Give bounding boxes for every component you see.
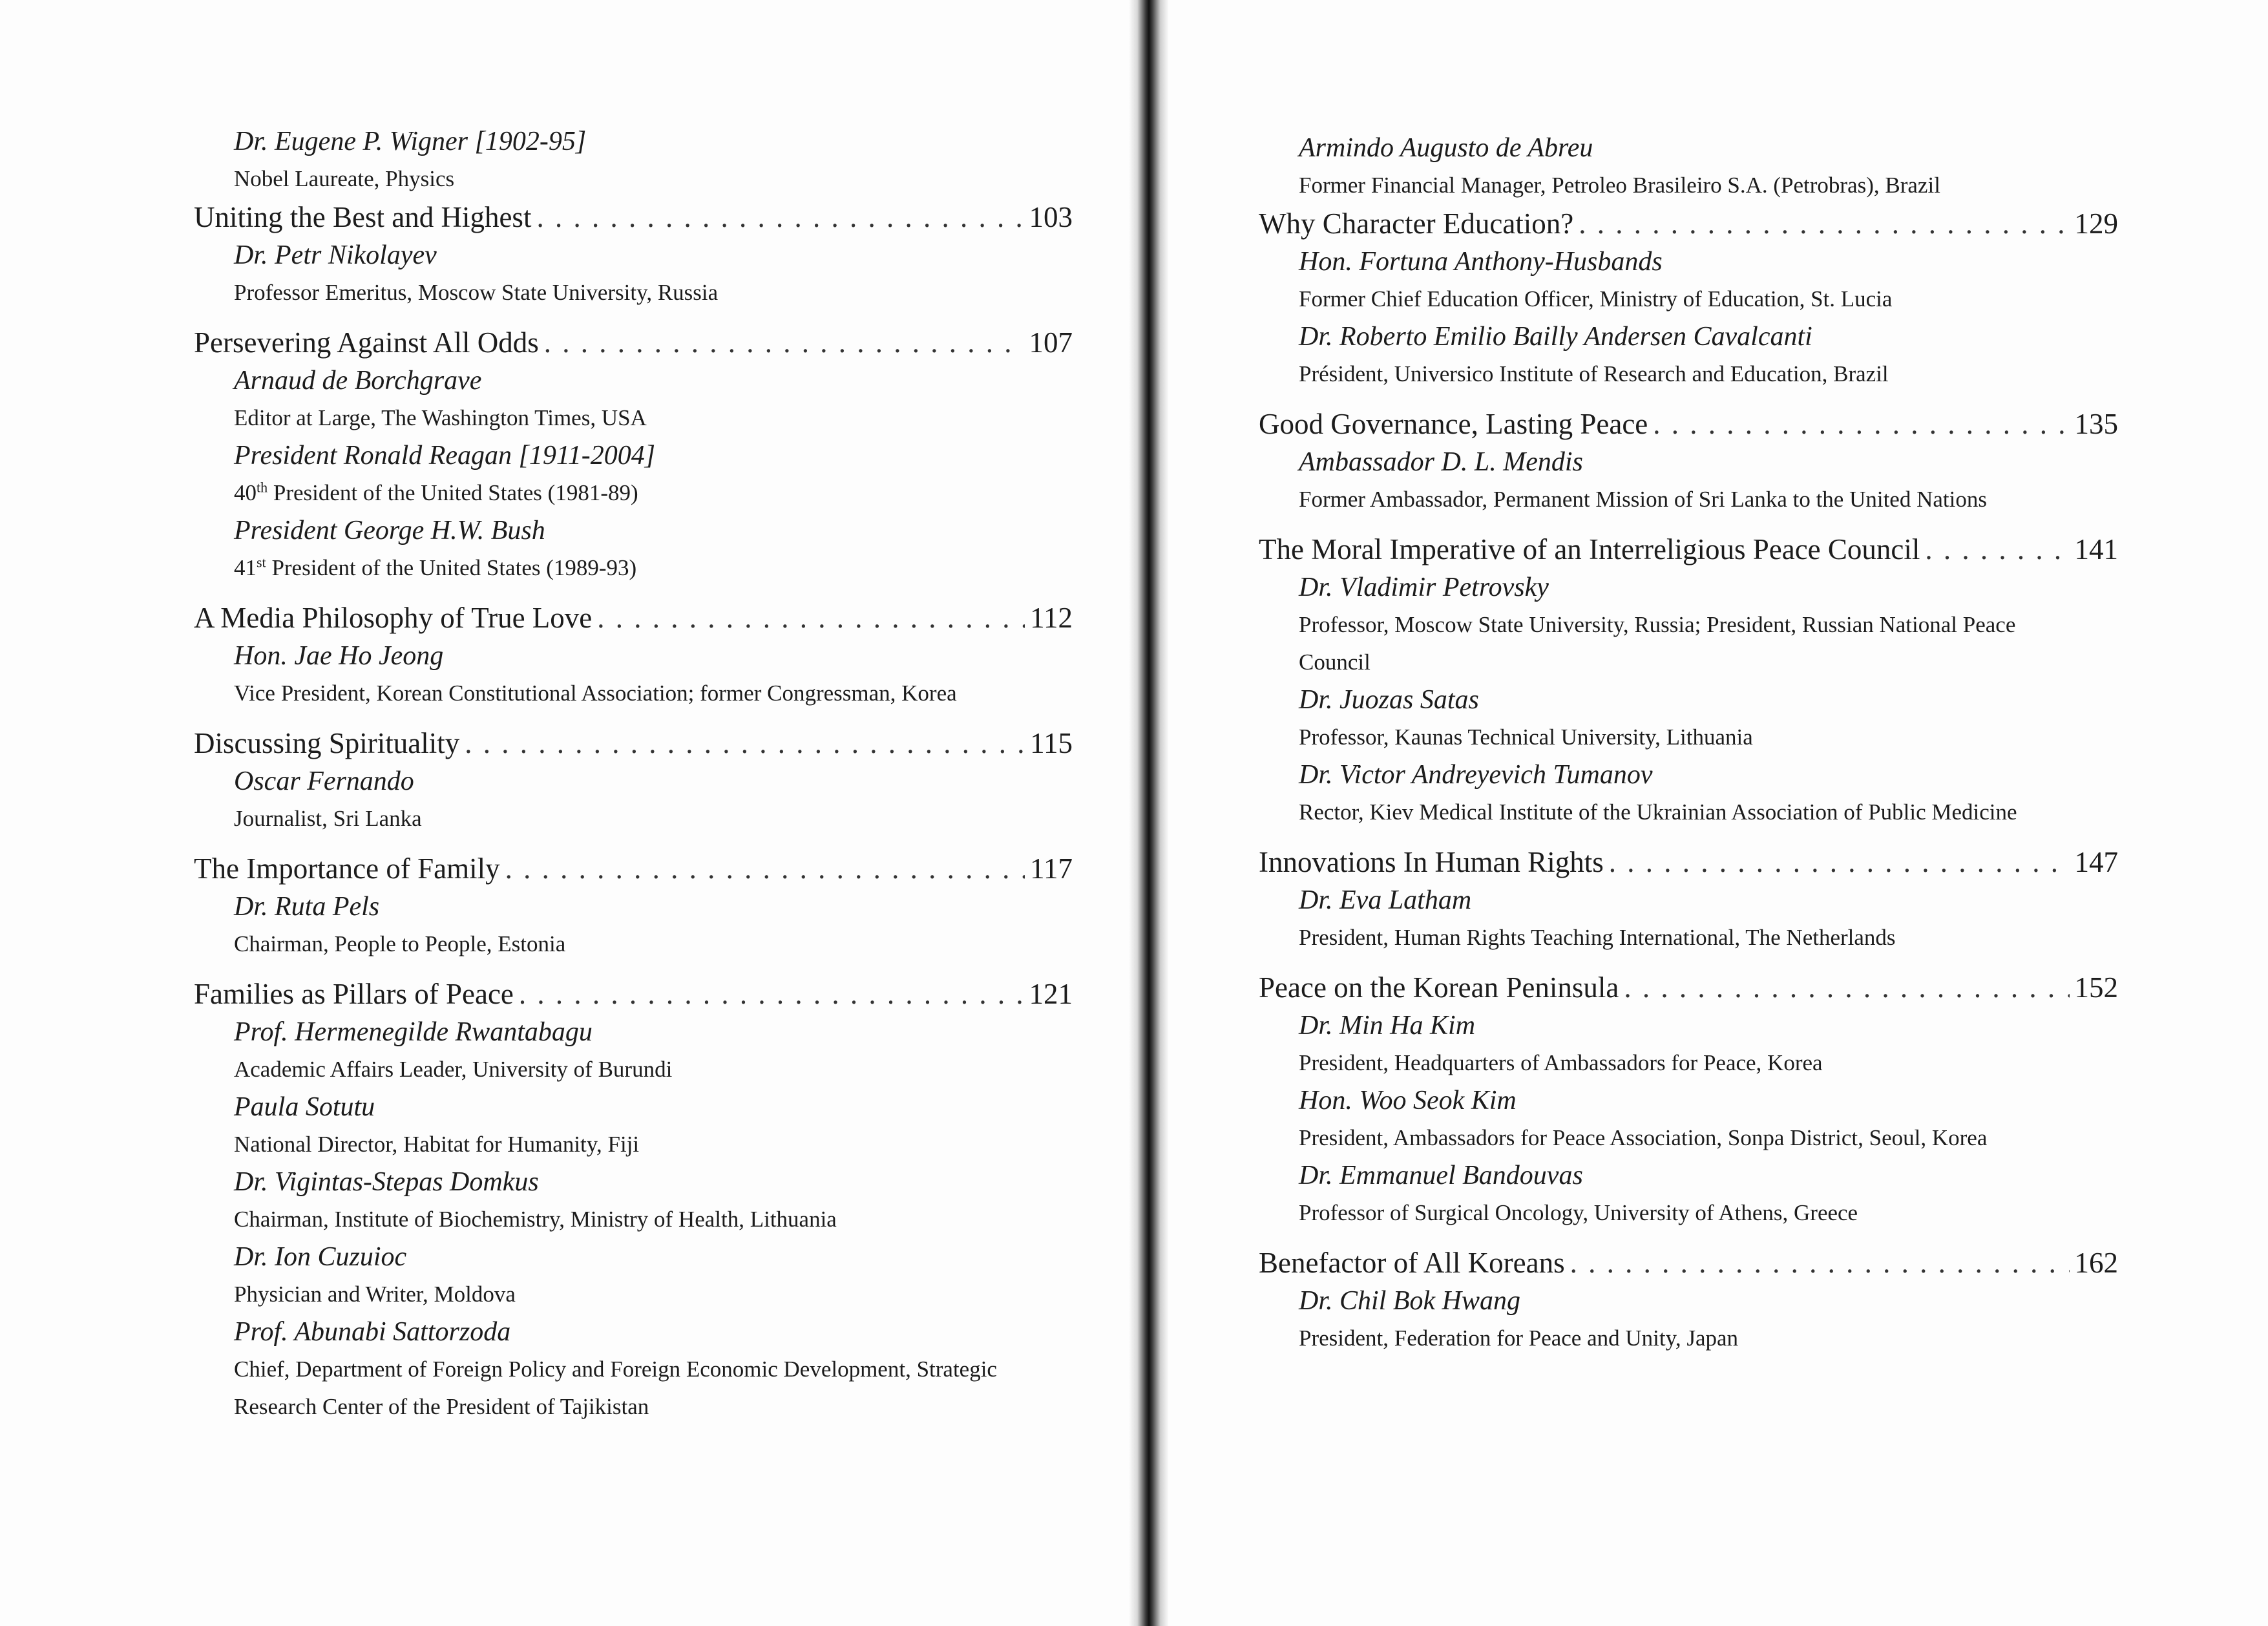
toc-entry	[194, 198, 1073, 311]
speaker-list	[1259, 1282, 2118, 1357]
toc-entry-title: Innovations In Human Rights	[1259, 846, 1604, 878]
toc-entry	[1259, 1243, 2118, 1357]
dot-leader	[519, 975, 1024, 1013]
speaker-name: Dr. Juozas Satas	[1299, 685, 1479, 715]
toc-page-number: 103	[1029, 201, 1073, 233]
speaker-description: Chairman, People to People, Estonia	[234, 931, 566, 956]
speaker-list	[1259, 1007, 2118, 1232]
speaker-name: Prof. Abunabi Sattorzoda	[234, 1317, 511, 1347]
toc-page-number: 129	[2074, 207, 2118, 240]
book-spine	[1129, 0, 1168, 1626]
toc-right	[1259, 129, 2118, 1369]
toc-entry	[194, 323, 1073, 587]
toc-entry	[1259, 405, 2118, 518]
ordinal-suffix: th	[257, 479, 268, 496]
toc-entry-title: Persevering Against All Odds	[194, 326, 539, 359]
dot-leader	[1609, 843, 2070, 882]
speaker-name: Arnaud de Borchgrave	[234, 366, 482, 396]
toc-page-number: 121	[1029, 978, 1073, 1010]
toc-page-number: 147	[2074, 846, 2118, 878]
toc-page-number: 162	[2074, 1247, 2118, 1279]
toc-page-number: 152	[2074, 971, 2118, 1004]
toc-page-number: 115	[1030, 727, 1073, 759]
speaker-description: Academic Affairs Leader, University of Burundi	[234, 1057, 673, 1082]
speaker-description: Professor of Surgical Oncology, University of Athens, Greece	[1299, 1200, 1858, 1225]
speaker-description: National Director, Habitat for Humanity, Fiji	[234, 1132, 640, 1157]
speaker-list	[194, 888, 1073, 963]
speaker-name: Paula Sotutu	[234, 1092, 375, 1122]
toc-entry-title-row	[1259, 1243, 2118, 1282]
speaker-name: Dr. Vigintas-Stepas Domkus	[234, 1167, 539, 1197]
toc-entry-title-row	[194, 198, 1073, 237]
toc-page-number: 107	[1029, 326, 1073, 359]
toc-left	[194, 123, 1073, 1437]
speaker-name: Hon. Woo Seok Kim	[1299, 1086, 1517, 1115]
speaker-list	[194, 763, 1073, 838]
toc-entry-title: Families as Pillars of Peace	[194, 978, 514, 1010]
toc-entry-title-row	[1259, 530, 2118, 569]
speaker-name: Dr. Ruta Pels	[234, 892, 380, 922]
speaker-description: Chief, Department of Foreign Policy and Foreign Economic Development, Strategic Research Center of the President of Tajikistan	[234, 1357, 997, 1419]
toc-entry-title: Why Character Education?	[1259, 207, 1574, 240]
speaker-name: Oscar Fernando	[234, 766, 414, 796]
speaker-description: Président, Universico Institute of Research and Education, Brazil	[1299, 361, 1889, 386]
speaker-list	[1259, 569, 2118, 831]
description-text: President of the United States (1981-89)	[268, 480, 638, 505]
speaker-name: President Ronald Reagan [1911-2004]	[234, 441, 656, 470]
toc-entry-title-row	[194, 724, 1073, 763]
speaker-name: Dr. Roberto Emilio Bailly Andersen Cavalcanti	[1299, 322, 1812, 352]
dot-leader	[1624, 968, 2069, 1007]
speaker-name: Dr. Vladimir Petrovsky	[1299, 573, 1549, 602]
speaker-description: Physician and Writer, Moldova	[234, 1282, 516, 1307]
speaker-list	[194, 1013, 1073, 1426]
speaker-list	[1259, 882, 2118, 956]
speaker-name: Hon. Jae Ho Jeong	[234, 641, 444, 671]
speaker-name: Dr. Min Ha Kim	[1299, 1011, 1476, 1040]
speaker-list	[194, 637, 1073, 712]
speaker-description: Former Ambassador, Permanent Mission of Sri Lanka to the United Nations	[1299, 487, 1987, 512]
toc-entry-title-row	[1259, 204, 2118, 243]
toc-entry	[1259, 204, 2118, 393]
description-text: President of the United States (1989-93)	[266, 555, 637, 580]
speaker-description: Editor at Large, The Washington Times, USA	[234, 405, 647, 430]
toc-entry-title: The Moral Imperative of an Interreligious Peace Council	[1259, 533, 1920, 565]
speaker-description: Nobel Laureate, Physics	[234, 166, 455, 191]
speaker-list	[1259, 243, 2118, 393]
speaker-name: Hon. Fortuna Anthony-Husbands	[1299, 247, 1663, 277]
speaker-description: President, Ambassadors for Peace Association, Sonpa District, Seoul, Korea	[1299, 1125, 1988, 1150]
ordinal-suffix: st	[257, 554, 266, 571]
toc-page-number: 135	[2074, 408, 2118, 440]
dot-leader	[544, 323, 1024, 362]
toc-page-number: 117	[1030, 852, 1073, 885]
speaker-name: Ambassador D. L. Mendis	[1299, 447, 1583, 477]
speaker-name: Dr. Victor Andreyevich Tumanov	[1299, 760, 1653, 790]
toc-entry-title-row	[194, 975, 1073, 1013]
description-number: 41	[234, 555, 257, 580]
toc-entry-title: The Importance of Family	[194, 852, 500, 885]
toc-entry-title-row	[1259, 405, 2118, 443]
toc-page-number: 112	[1030, 602, 1073, 634]
toc-page-number: 141	[2074, 533, 2118, 565]
dot-leader	[465, 724, 1025, 763]
toc-entry-title: Uniting the Best and Highest	[194, 201, 532, 233]
speaker-list	[1259, 443, 2118, 518]
dot-leader	[597, 598, 1025, 637]
toc-entry-title-row	[1259, 968, 2118, 1007]
speaker-name: Dr. Chil Bok Hwang	[1299, 1286, 1521, 1316]
speaker-description: President, Federation for Peace and Unity, Japan	[1299, 1325, 1739, 1351]
speaker-name: Dr. Ion Cuzuioc	[234, 1242, 407, 1272]
speaker-description: President, Human Rights Teaching International, The Netherlands	[1299, 925, 1896, 950]
speaker-description	[234, 549, 1009, 587]
speaker-name: President George H.W. Bush	[234, 516, 545, 545]
dot-leader	[1579, 204, 2069, 243]
toc-entry	[1259, 843, 2118, 956]
dot-leader	[536, 198, 1024, 237]
toc-entry-title-row	[1259, 843, 2118, 882]
dot-leader	[1925, 530, 2069, 569]
speaker-description: Vice President, Korean Constitutional Association; former Congressman, Korea	[234, 681, 957, 706]
right-page	[1168, 0, 2268, 1626]
toc-entry-title-row	[194, 598, 1073, 637]
toc-entry-title: A Media Philosophy of True Love	[194, 602, 593, 634]
toc-entry	[194, 598, 1073, 712]
dot-leader	[1653, 405, 2069, 443]
speaker-name: Armindo Augusto de Abreu	[1299, 133, 1593, 163]
toc-entry	[194, 975, 1073, 1426]
speaker-description: Rector, Kiev Medical Institute of the Ukrainian Association of Public Medicine	[1299, 799, 2017, 825]
speaker-description: Former Financial Manager, Petroleo Brasileiro S.A. (Petrobras), Brazil	[1299, 173, 1940, 198]
toc-entry-title-row	[194, 323, 1073, 362]
toc-entry-title: Peace on the Korean Peninsula	[1259, 971, 1619, 1004]
speaker-name: Dr. Petr Nikolayev	[234, 240, 437, 270]
toc-entry-title: Discussing Spirituality	[194, 727, 460, 759]
dot-leader	[1570, 1243, 2070, 1282]
speaker-list	[194, 362, 1073, 587]
speaker-description: Journalist, Sri Lanka	[234, 806, 422, 831]
description-number: 40	[234, 480, 257, 505]
speaker-name: Prof. Hermenegilde Rwantabagu	[234, 1017, 593, 1047]
toc-entry	[1259, 968, 2118, 1232]
speaker-name: Dr. Eugene P. Wigner [1902-95]	[234, 127, 587, 156]
speaker-description: Chairman, Institute of Biochemistry, Ministry of Health, Lithuania	[234, 1207, 837, 1232]
speaker-description: Professor, Moscow State University, Russia; President, Russian National Peace Council	[1299, 612, 2016, 675]
speaker-name: Dr. Eva Latham	[1299, 885, 1472, 915]
dot-leader	[505, 849, 1025, 888]
speaker-name: Dr. Emmanuel Bandouvas	[1299, 1161, 1583, 1190]
left-page	[0, 0, 1129, 1626]
toc-entry-title: Benefactor of All Koreans	[1259, 1247, 1565, 1279]
speaker-description: Former Chief Education Officer, Ministry of Education, St. Lucia	[1299, 286, 1893, 311]
toc-entry	[1259, 530, 2118, 831]
speaker-list	[194, 237, 1073, 311]
speaker-description: President, Headquarters of Ambassadors for Peace, Korea	[1299, 1050, 1823, 1075]
toc-entry	[194, 724, 1073, 838]
toc-entry-title-row	[194, 849, 1073, 888]
toc-entry	[194, 849, 1073, 963]
continued-speakers	[1259, 129, 2118, 204]
speaker-description	[234, 474, 1009, 512]
toc-entry-title: Good Governance, Lasting Peace	[1259, 408, 1648, 440]
speaker-description: Professor Emeritus, Moscow State University, Russia	[234, 280, 719, 305]
speaker-description: Professor, Kaunas Technical University, Lithuania	[1299, 724, 1753, 750]
continued-speakers	[194, 123, 1073, 198]
